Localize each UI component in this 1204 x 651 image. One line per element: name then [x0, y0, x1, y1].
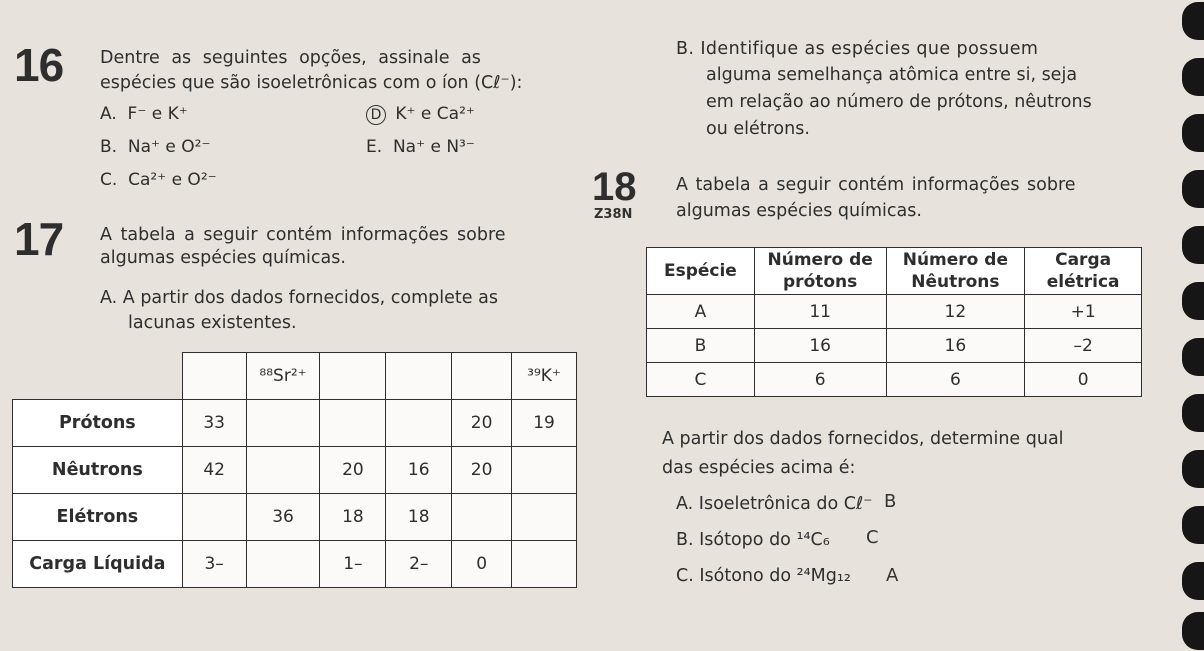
table-cell: 20: [320, 447, 386, 494]
table-cell: 11: [754, 295, 886, 329]
table-cell: [512, 447, 577, 494]
table-cell: 18: [386, 494, 452, 541]
table-cell: [246, 541, 320, 588]
question-18-item-c: C. Isótono do ²⁴Mg₁₂: [676, 566, 851, 586]
table-header-cell: [386, 353, 452, 400]
table-cell: [320, 400, 386, 447]
option-d: [366, 104, 475, 125]
table-header-cell: [320, 353, 386, 400]
option-a-label: A.: [100, 104, 117, 124]
binder-ring: [1182, 226, 1204, 264]
question-17-table: [12, 352, 577, 588]
binder-ring: [1182, 562, 1204, 600]
binder-ring: [1182, 338, 1204, 376]
question-17-stem-line1: A tabela a seguir contém informações sobre: [100, 225, 506, 245]
question-17b-line3: em relação ao número de prótons, nêutrons: [706, 92, 1092, 112]
table-corner: [13, 353, 183, 400]
row-label: Carga Líquida: [13, 541, 183, 588]
table-cell: 20: [452, 447, 512, 494]
table-cell: 2–: [386, 541, 452, 588]
table-row: [13, 447, 577, 494]
question-18-after-line2: das espécies acima é:: [662, 458, 856, 478]
option-b-label: B.: [100, 137, 118, 157]
table-cell: +1: [1025, 295, 1142, 329]
question-18-after-line1: A partir dos dados fornecidos, determine qual: [662, 429, 1064, 449]
table-header-row: [13, 353, 577, 400]
question-17-stem-line2: algumas espécies químicas.: [100, 248, 346, 268]
table-header-cell: Espécie: [647, 248, 755, 295]
table-header-cell: Número de Nêutrons: [886, 248, 1025, 295]
binder-ring: [1182, 394, 1204, 432]
question-18-item-b: B. Isótopo do ¹⁴C₆: [676, 530, 830, 550]
table-cell: [182, 494, 246, 541]
handwritten-answer-c: A: [886, 565, 899, 586]
table-cell: 42: [182, 447, 246, 494]
table-cell: 36: [246, 494, 320, 541]
table-cell: 19: [512, 400, 577, 447]
question-16-stem-line1: Dentre as seguintes opções, assinale as: [100, 48, 481, 68]
binder-ring: [1182, 612, 1204, 650]
option-b: [100, 137, 210, 157]
binder-ring: [1182, 58, 1204, 96]
question-17b-line4: ou elétrons.: [706, 119, 810, 139]
question-17b-line1: B. Identifique as espécies que possuem: [676, 39, 1039, 59]
option-d-text: K⁺ e Ca²⁺: [395, 104, 475, 124]
table-cell: 16: [886, 329, 1025, 363]
question-18-number: 18: [592, 165, 637, 209]
option-c-label: C.: [100, 170, 118, 190]
table-header-cell: [182, 353, 246, 400]
binder-ring: [1182, 506, 1204, 544]
question-17-item-a-line1: A. A partir dos dados fornecidos, complete as: [100, 288, 498, 308]
table-cell: 3–: [182, 541, 246, 588]
table-cell: [512, 541, 577, 588]
table-header-cell: Carga elétrica: [1025, 248, 1142, 295]
table-row: [13, 541, 577, 588]
table-header-cell: Número de prótons: [754, 248, 886, 295]
table-header-row: [647, 248, 1142, 295]
table-cell: 20: [452, 400, 512, 447]
question-17b-line2: alguma semelhança atômica entre si, seja: [706, 65, 1078, 85]
option-e-label: E.: [366, 137, 383, 157]
table-cell: C: [647, 363, 755, 397]
table-cell: 33: [182, 400, 246, 447]
table-row: [647, 329, 1142, 363]
table-cell: 1–: [320, 541, 386, 588]
table-cell: [452, 494, 512, 541]
question-17-item-a-line2: lacunas existentes.: [128, 313, 297, 333]
option-a-text: F⁻ e K⁺: [127, 104, 188, 124]
row-label: Elétrons: [13, 494, 183, 541]
table-row: [647, 363, 1142, 397]
question-18-stem-line2: algumas espécies químicas.: [676, 201, 922, 221]
table-cell: 16: [754, 329, 886, 363]
table-cell: –2: [1025, 329, 1142, 363]
table-cell: [386, 400, 452, 447]
table-cell: 16: [386, 447, 452, 494]
option-d-circled-label: D: [366, 105, 386, 125]
option-a: [100, 104, 188, 124]
option-c-text: Ca²⁺ e O²⁻: [128, 170, 217, 190]
question-18-item-a: A. Isoeletrônica do Cℓ⁻: [676, 494, 873, 514]
table-cell: 0: [1025, 363, 1142, 397]
question-16-stem-line2: espécies que são isoeletrônicas com o íon (Cℓ⁻):: [100, 73, 523, 93]
table-cell: A: [647, 295, 755, 329]
table-cell: 6: [886, 363, 1025, 397]
row-label: Nêutrons: [13, 447, 183, 494]
binder-ring: [1182, 170, 1204, 208]
option-e-text: Na⁺ e N³⁻: [392, 137, 475, 157]
binder-ring: [1182, 450, 1204, 488]
table-header-cell: [452, 353, 512, 400]
table-row: [647, 295, 1142, 329]
option-c: [100, 170, 217, 190]
table-cell: 12: [886, 295, 1025, 329]
table-cell: 18: [320, 494, 386, 541]
table-row: [13, 494, 577, 541]
question-18-table: [646, 247, 1142, 397]
binder-ring: [1182, 282, 1204, 320]
table-header-cell: ³⁹K⁺: [512, 353, 577, 400]
handwritten-answer-a: B: [884, 491, 897, 512]
table-cell: B: [647, 329, 755, 363]
table-row: [13, 400, 577, 447]
option-e: [366, 137, 475, 157]
binder-ring: [1182, 2, 1204, 40]
binder-ring: [1182, 114, 1204, 152]
table-cell: [246, 447, 320, 494]
question-16-number: 16: [14, 39, 64, 91]
option-b-text: Na⁺ e O²⁻: [127, 137, 211, 157]
table-cell: 0: [452, 541, 512, 588]
table-cell: [512, 494, 577, 541]
question-18-stem-line1: A tabela a seguir contém informações sobre: [676, 175, 1076, 195]
question-17-number: 17: [14, 213, 64, 265]
table-cell: [246, 400, 320, 447]
question-18-code: Z38N: [594, 207, 633, 222]
row-label: Prótons: [13, 400, 183, 447]
table-header-cell: ⁸⁸Sr²⁺: [246, 353, 320, 400]
table-cell: 6: [754, 363, 886, 397]
handwritten-answer-b: C: [866, 527, 879, 548]
